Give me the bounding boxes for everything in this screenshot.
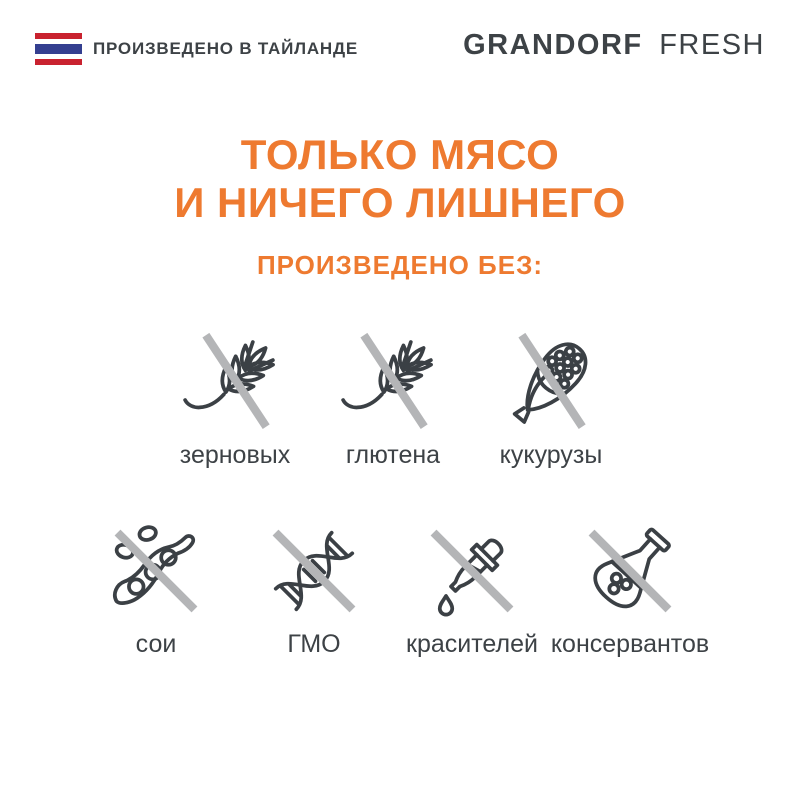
brand-logo [463, 29, 765, 62]
item-label: ГМО [287, 630, 341, 658]
item-label: кукурузы [499, 441, 603, 469]
subtitle: ПРОИЗВЕДЕНО БЕЗ: [256, 250, 544, 280]
page-title-line2: И НИЧЕГО ЛИШНЕГО [174, 179, 626, 226]
item-label: красителей [406, 630, 538, 658]
item-label: сои [135, 630, 177, 658]
page-title [0, 131, 800, 227]
dropper-crossed-icon [420, 519, 524, 623]
strike-line [206, 335, 266, 427]
brand-name: GRANDORF [463, 29, 643, 61]
free-from-item-soy [77, 519, 235, 658]
wheat-crossed-icon [183, 330, 287, 434]
free-from-item-dyes [393, 519, 551, 658]
free-from-item-corn [472, 330, 630, 469]
origin-badge [35, 33, 358, 65]
strike-line [364, 335, 424, 427]
corn-crossed-icon [499, 330, 603, 434]
item-label: зерновых [179, 441, 291, 469]
thailand-flag-icon [35, 33, 82, 65]
free-from-row-1 [0, 330, 793, 469]
strike-line [118, 533, 195, 610]
wheat-crossed-icon [341, 330, 445, 434]
page-title-line1: ТОЛЬКО МЯСО [240, 131, 560, 178]
free-from-item-gmo [235, 519, 393, 658]
soybean-crossed-icon [104, 519, 208, 623]
flask-crossed-icon [578, 519, 682, 623]
item-label: глютена [345, 441, 441, 469]
dna-crossed-icon [262, 519, 366, 623]
strike-line [276, 533, 353, 610]
free-from-row-2 [0, 519, 793, 658]
brand-suffix: FRESH [659, 29, 765, 61]
free-from-item-grains [156, 330, 314, 469]
free-from-item-gluten [314, 330, 472, 469]
free-from-item-preservatives [551, 519, 709, 658]
origin-label: ПРОИЗВЕДЕНО В ТАЙЛАНДЕ [93, 39, 359, 58]
item-label: консервантов [550, 630, 710, 658]
